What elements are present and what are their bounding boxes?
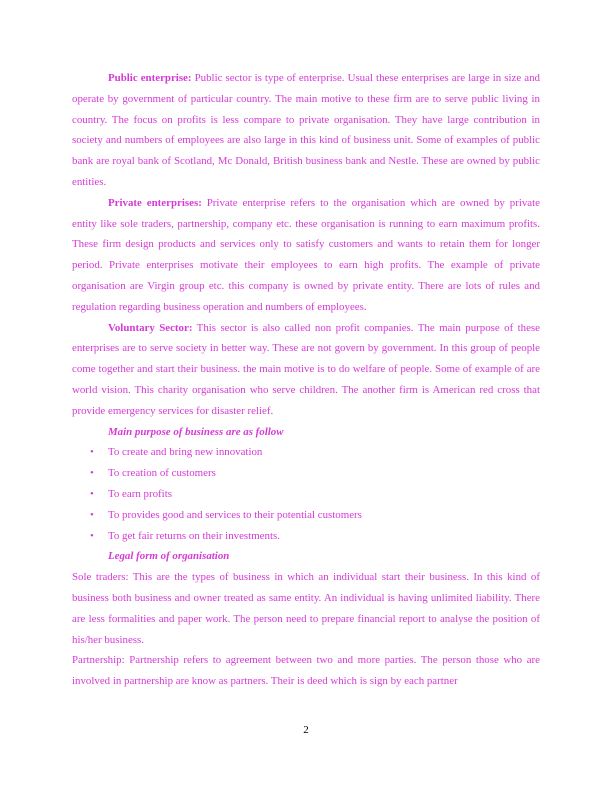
list-item-text: To earn profits bbox=[108, 487, 172, 500]
list-item bbox=[72, 484, 540, 505]
bullet-icon: • bbox=[90, 446, 94, 459]
list-item bbox=[72, 463, 540, 484]
voluntary-sector-text: This sector is also called non profit companies. The main purpose of these enterprises are to serve society in better way. These are not govern by government. In this group of people come together and start their business. the main motive is to do welfare of people. Some of example of are world vision. This charity organisation who serve children. The another firm is American red cross that provide emergency services for disaster relief. bbox=[72, 321, 540, 417]
partnership-paragraph: Partnership: Partnership refers to agreement between two and more parties. The person those who are involved in partnership are know as partners. Their is deed which is sign by each partner bbox=[72, 654, 540, 688]
document-body bbox=[72, 68, 540, 692]
purpose-heading: Main purpose of business are as follow bbox=[108, 425, 284, 438]
voluntary-sector-heading: Voluntary Sector: bbox=[108, 321, 193, 334]
list-item-text: To provides good and services to their potential customers bbox=[108, 508, 362, 521]
private-enterprise-heading: Private enterprises: bbox=[108, 196, 202, 209]
list-item bbox=[72, 526, 540, 547]
public-enterprise-heading: Public enterprise: bbox=[108, 72, 192, 84]
public-enterprise-paragraph bbox=[72, 68, 540, 193]
page-number: 2 bbox=[303, 724, 309, 736]
list-item-text: To create and bring new innovation bbox=[108, 446, 263, 459]
private-enterprise-paragraph bbox=[72, 193, 540, 318]
public-enterprise-text: Public sector is type of enterprise. Usual these enterprises are large in size and operate by government of particular country. The main motive to these firm are to serve public living in country. The focus on profits is less compare to private organisation. They have large contribution in society and numbers of employees are also large in this kind of business unit. Some of examples of public bank are royal bank of Scotland, Mc Donald, British business bank and Nestle. These are owned by public entities. bbox=[72, 72, 540, 188]
legal-form-heading: Legal form of organisation bbox=[108, 550, 230, 563]
private-enterprise-text: Private enterprise refers to the organisation which are owned by private entity like sole traders, partnership, company etc. these organisation is running to earn maximum profits. These firm design products and services only to satisfy customers and wants to retain them for longer period. Private enterprises motivate their employees to earn high profits. The example of private organisation are Virgin group etc. this company is owned by private entity. There are lots of rules and regulation regarding business operation and numbers of employees. bbox=[72, 196, 540, 313]
purpose-list bbox=[72, 442, 540, 546]
voluntary-sector-paragraph bbox=[72, 318, 540, 422]
list-item bbox=[72, 505, 540, 526]
bullet-icon: • bbox=[90, 467, 94, 480]
bullet-icon: • bbox=[90, 529, 94, 542]
list-item-text: To get fair returns on their investments. bbox=[108, 529, 280, 542]
bullet-icon: • bbox=[90, 487, 94, 500]
bullet-icon: • bbox=[90, 508, 94, 521]
list-item-text: To creation of customers bbox=[108, 467, 216, 480]
list-item bbox=[72, 442, 540, 463]
sole-traders-paragraph: Sole traders: This are the types of business in which an individual start their business. In this kind of business both business and owner treated as same entity. An individual is having unlimited liability. There are less formalities and paper work. The person need to prepare financial report to analyse the position of his/her business. bbox=[72, 571, 540, 646]
